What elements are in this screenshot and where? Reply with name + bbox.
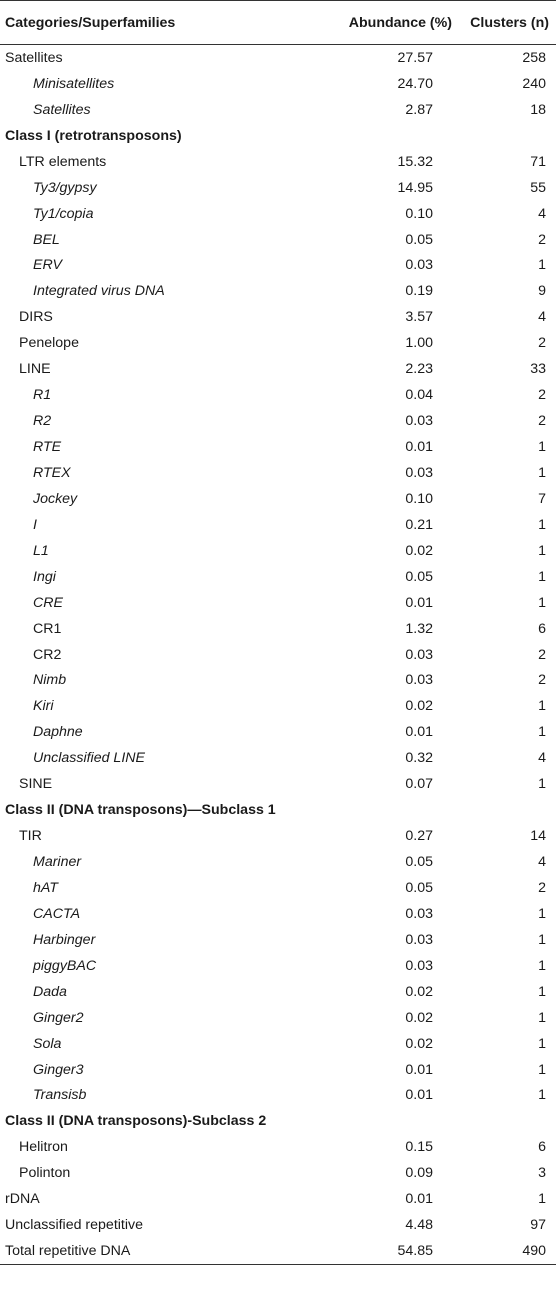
category-cell: LTR elements	[19, 153, 107, 170]
table-row	[0, 823, 556, 849]
abundance-cell: 0.04	[405, 387, 433, 404]
clusters-cell: 1	[538, 776, 546, 793]
abundance-cell: 1.00	[405, 335, 433, 352]
table-row	[0, 693, 556, 719]
abundance-cell: 54.85	[305, 1238, 459, 1264]
clusters-cell: 1	[538, 698, 546, 715]
abundance-cell: 0.05	[405, 854, 433, 871]
category-cell: Helitron	[19, 1139, 68, 1156]
abundance-cell: 14.95	[397, 179, 433, 196]
category-cell: Jockey	[33, 490, 78, 507]
clusters-cell: 1	[538, 1035, 546, 1052]
table-row	[0, 745, 556, 771]
table-row	[0, 642, 556, 668]
clusters-cell: 1	[538, 1191, 546, 1208]
abundance-cell: 0.01	[405, 1191, 433, 1208]
table-row	[0, 201, 556, 227]
table-row	[0, 460, 556, 486]
table-row	[0, 668, 556, 694]
clusters-cell: 2	[538, 672, 546, 689]
abundance-cell: 2.23	[405, 361, 433, 378]
category-cell: SINE	[19, 776, 53, 793]
abundance-cell: 24.70	[397, 75, 433, 92]
table-row	[0, 1160, 556, 1186]
category-cell: ERV	[33, 257, 62, 274]
clusters-cell: 4	[538, 854, 546, 871]
clusters-cell: 9	[538, 283, 546, 300]
abundance-cell: 0.02	[405, 983, 433, 1000]
abundance-cell	[305, 1108, 459, 1134]
abundance-cell: 0.19	[405, 283, 433, 300]
clusters-cell: 240	[522, 75, 546, 92]
abundance-cell: 0.27	[405, 828, 433, 845]
category-cell: Ty3/gypsy	[33, 179, 97, 196]
clusters-cell: 1	[538, 1009, 546, 1026]
abundance-cell: 2.87	[405, 101, 433, 118]
section-heading: Class II (DNA transposons)-Subclass 2	[5, 1113, 267, 1130]
category-cell: BEL	[33, 231, 60, 248]
table-row	[0, 1134, 556, 1160]
category-cell: piggyBAC	[33, 957, 97, 974]
clusters-cell: 2	[538, 387, 546, 404]
clusters-cell: 1	[538, 1087, 546, 1104]
abundance-cell: 0.03	[405, 957, 433, 974]
category-cell: R2	[33, 413, 52, 430]
clusters-cell: 1	[538, 1061, 546, 1078]
table-row	[0, 564, 556, 590]
abundance-cell: 0.01	[405, 594, 433, 611]
table-row	[0, 1238, 556, 1264]
table-row	[0, 175, 556, 201]
table-row	[0, 382, 556, 408]
clusters-cell: 1	[538, 594, 546, 611]
abundance-cell: 0.02	[405, 1035, 433, 1052]
section-heading: Class II (DNA transposons)—Subclass 1	[5, 802, 276, 819]
clusters-cell: 33	[530, 361, 546, 378]
abundance-cell: 27.57	[397, 49, 433, 66]
table-row	[0, 797, 556, 823]
clusters-cell: 55	[530, 179, 546, 196]
clusters-cell: 7	[538, 490, 546, 507]
clusters-cell: 14	[530, 828, 546, 845]
clusters-cell	[459, 797, 556, 823]
section-heading: Class I (retrotransposons)	[5, 127, 182, 144]
category-cell: LINE	[19, 361, 51, 378]
clusters-cell: 2	[538, 335, 546, 352]
clusters-cell: 1	[538, 439, 546, 456]
category-cell: rDNA	[5, 1191, 40, 1208]
table-row	[0, 512, 556, 538]
category-cell: CR2	[33, 646, 62, 663]
abundance-cell: 0.03	[405, 464, 433, 481]
abundance-cell: 0.15	[405, 1139, 433, 1156]
table-row	[0, 927, 556, 953]
category-cell: Unclassified repetitive	[5, 1217, 143, 1234]
clusters-cell: 1	[538, 724, 546, 741]
category-cell: Ginger3	[33, 1061, 84, 1078]
clusters-cell: 1	[538, 542, 546, 559]
category-cell: I	[33, 516, 37, 533]
table-row	[0, 590, 556, 616]
category-cell: Sola	[33, 1035, 62, 1052]
table-row	[0, 253, 556, 279]
category-cell: R1	[33, 387, 52, 404]
clusters-cell: 1	[538, 568, 546, 585]
clusters-cell: 18	[530, 101, 546, 118]
abundance-cell: 0.21	[405, 516, 433, 533]
header-clusters: Clusters (n)	[459, 1, 556, 45]
table-row	[0, 123, 556, 149]
clusters-cell: 2	[538, 646, 546, 663]
abundance-cell: 0.05	[405, 231, 433, 248]
table-row	[0, 356, 556, 382]
header-category: Categories/Superfamilies	[0, 1, 305, 45]
table-row	[0, 304, 556, 330]
header-abundance: Abundance (%)	[305, 1, 459, 45]
category-cell: Ingi	[33, 568, 56, 585]
table-row	[0, 330, 556, 356]
clusters-cell: 4	[538, 205, 546, 222]
table-row	[0, 875, 556, 901]
abundance-cell: 0.01	[405, 1087, 433, 1104]
category-cell: CACTA	[33, 905, 81, 922]
abundance-cell: 0.09	[405, 1165, 433, 1182]
table-row	[0, 1031, 556, 1057]
abundance-cell: 0.32	[405, 750, 433, 767]
abundance-cell: 4.48	[405, 1217, 433, 1234]
abundance-cell: 0.03	[405, 905, 433, 922]
category-cell: Ginger2	[33, 1009, 84, 1026]
category-cell: CR1	[33, 620, 62, 637]
clusters-cell: 97	[530, 1217, 546, 1234]
table-row	[0, 1108, 556, 1134]
abundance-cell: 0.03	[405, 413, 433, 430]
table-row	[0, 434, 556, 460]
clusters-cell: 1	[538, 257, 546, 274]
category-cell: Polinton	[19, 1165, 71, 1182]
category-cell: DIRS	[19, 309, 53, 326]
abundance-cell: 0.01	[405, 724, 433, 741]
clusters-cell: 2	[538, 231, 546, 248]
category-cell: Harbinger	[33, 931, 96, 948]
abundance-cell	[305, 123, 459, 149]
abundance-cell: 0.10	[405, 205, 433, 222]
table-row	[0, 278, 556, 304]
category-cell: Ty1/copia	[33, 205, 94, 222]
clusters-cell: 6	[538, 620, 546, 637]
abundance-cell: 0.01	[405, 439, 433, 456]
clusters-cell: 71	[530, 153, 546, 170]
category-cell: Total repetitive DNA	[0, 1238, 305, 1264]
clusters-cell: 1	[538, 516, 546, 533]
table-row	[0, 979, 556, 1005]
table-row	[0, 408, 556, 434]
category-cell: RTE	[33, 439, 62, 456]
category-cell: Kiri	[33, 698, 54, 715]
category-cell: Transisb	[33, 1087, 87, 1104]
table-row	[0, 901, 556, 927]
clusters-cell: 1	[538, 931, 546, 948]
table-row	[0, 1083, 556, 1109]
category-cell: Nimb	[33, 672, 67, 689]
category-cell: Penelope	[19, 335, 79, 352]
table-row	[0, 1057, 556, 1083]
abundance-cell: 0.07	[405, 776, 433, 793]
clusters-cell	[459, 123, 556, 149]
abundance-cell: 0.01	[405, 1061, 433, 1078]
clusters-cell: 490	[459, 1238, 556, 1264]
clusters-cell: 258	[522, 49, 546, 66]
category-cell: Daphne	[33, 724, 83, 741]
category-cell: Minisatellites	[33, 75, 115, 92]
clusters-cell: 2	[538, 413, 546, 430]
abundance-cell: 3.57	[405, 309, 433, 326]
table-row	[0, 45, 556, 71]
abundance-cell	[305, 797, 459, 823]
table-row	[0, 1212, 556, 1238]
table-body	[0, 45, 556, 1265]
clusters-cell: 1	[538, 983, 546, 1000]
table-header	[0, 1, 556, 45]
category-cell: Integrated virus DNA	[33, 283, 165, 300]
table-row	[0, 771, 556, 797]
category-cell: Satellites	[33, 101, 91, 118]
clusters-cell: 1	[538, 957, 546, 974]
table-row	[0, 719, 556, 745]
abundance-cell: 0.05	[405, 879, 433, 896]
header-row	[0, 1, 556, 45]
category-cell: Dada	[33, 983, 67, 1000]
abundance-cell: 0.02	[405, 1009, 433, 1026]
abundance-cell: 0.02	[405, 542, 433, 559]
table-row	[0, 1186, 556, 1212]
category-cell: Unclassified LINE	[33, 750, 145, 767]
table-row	[0, 486, 556, 512]
table-row	[0, 849, 556, 875]
abundance-cell: 15.32	[397, 153, 433, 170]
table-row	[0, 953, 556, 979]
table-row	[0, 227, 556, 253]
clusters-cell: 4	[538, 309, 546, 326]
table-row	[0, 616, 556, 642]
category-cell: hAT	[33, 879, 58, 896]
table-row	[0, 1005, 556, 1031]
abundance-cell: 0.02	[405, 698, 433, 715]
clusters-cell: 6	[538, 1139, 546, 1156]
table-row	[0, 71, 556, 97]
abundance-cell: 0.03	[405, 672, 433, 689]
clusters-cell: 4	[538, 750, 546, 767]
clusters-cell: 1	[538, 464, 546, 481]
category-cell: TIR	[19, 828, 42, 845]
table-row	[0, 149, 556, 175]
table-row	[0, 538, 556, 564]
abundance-cell: 0.03	[405, 931, 433, 948]
abundance-cell: 1.32	[405, 620, 433, 637]
clusters-cell	[459, 1108, 556, 1134]
abundance-cell: 0.05	[405, 568, 433, 585]
clusters-cell: 1	[538, 905, 546, 922]
category-cell: Satellites	[5, 49, 63, 66]
abundance-cell: 0.10	[405, 490, 433, 507]
category-cell: Mariner	[33, 854, 82, 871]
category-cell: CRE	[33, 594, 63, 611]
abundance-cell: 0.03	[405, 646, 433, 663]
category-cell: L1	[33, 542, 49, 559]
table-row	[0, 97, 556, 123]
clusters-cell: 3	[538, 1165, 546, 1182]
abundance-cell: 0.03	[405, 257, 433, 274]
clusters-cell: 2	[538, 879, 546, 896]
category-cell: RTEX	[33, 464, 71, 481]
